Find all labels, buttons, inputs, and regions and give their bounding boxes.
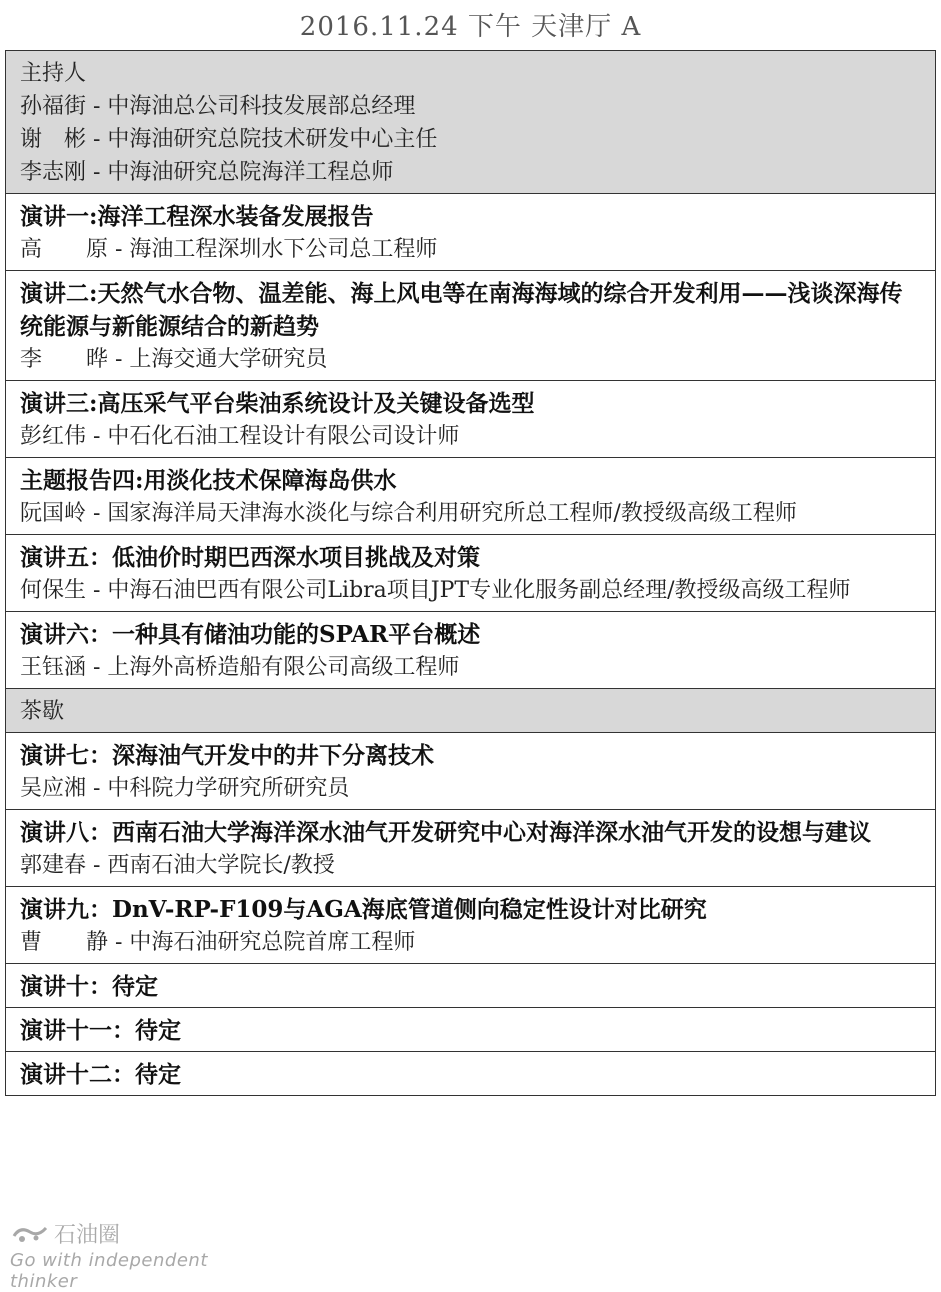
talk-title: 演讲三:高压采气平台柴油系统设计及关键设备选型 <box>20 390 535 417</box>
watermark-cn: 石油圈 <box>54 1223 121 1248</box>
tea-break-row <box>6 689 935 733</box>
talk-speaker: 吴应湘 - 中科院力学研究所研究员 <box>20 776 350 801</box>
pending-talk-title: 演讲十一：待定 <box>20 1017 181 1044</box>
moderator-3: 李志刚 - 中海油研究总院海洋工程总师 <box>20 160 394 185</box>
pending-talk-title: 演讲十二：待定 <box>20 1061 181 1088</box>
talk-title: 演讲六：一种具有储油功能的SPAR平台概述 <box>20 621 481 648</box>
talk-row <box>6 271 935 381</box>
talk-row <box>6 194 935 271</box>
talk-speaker: 曹 静 - 中海石油研究总院首席工程师 <box>20 930 416 955</box>
agenda-table <box>5 50 936 1096</box>
talk-speaker: 王钰涵 - 上海外高桥造船有限公司高级工程师 <box>20 655 460 680</box>
talk-speaker: 何保生 - 中海石油巴西有限公司Libra项目JPT专业化服务副总经理/教授级高级工程师 <box>20 578 851 603</box>
talk-speaker: 郭建春 - 西南石油大学院长/教授 <box>20 853 335 878</box>
talk-row <box>6 535 935 612</box>
talk-title: 主题报告四:用淡化技术保障海岛供水 <box>20 467 397 494</box>
talk-title: 演讲八：西南石油大学海洋深水油气开发研究中心对海洋深水油气开发的设想与建议 <box>20 819 871 846</box>
pending-talk-row <box>6 1008 935 1052</box>
watermark-logo-icon <box>10 1222 50 1246</box>
talk-title: 演讲二:天然气水合物、温差能、海上风电等在南海海域的综合开发利用——浅谈深海传统能源与新能源结合的新趋势 <box>20 280 903 340</box>
pending-talk-row <box>6 964 935 1008</box>
talk-speaker: 高 原 - 海油工程深圳水下公司总工程师 <box>20 237 438 262</box>
talk-title: 演讲七：深海油气开发中的井下分离技术 <box>20 742 434 769</box>
talk-title: 演讲五：低油价时期巴西深水项目挑战及对策 <box>20 544 480 571</box>
talk-speaker: 阮国岭 - 国家海洋局天津海水淡化与综合利用研究所总工程师/教授级高级工程师 <box>20 501 797 526</box>
watermark-en: Go with independent thinker <box>10 1250 208 1292</box>
moderators-row <box>6 51 935 194</box>
watermark <box>10 1218 270 1292</box>
moderator-2: 谢 彬 - 中海油研究总院技术研发中心主任 <box>20 127 438 152</box>
talk-row <box>6 810 935 887</box>
talk-row <box>6 381 935 458</box>
talk-row <box>6 887 935 964</box>
pending-talk-title: 演讲十：待定 <box>20 973 158 1000</box>
pending-talk-row <box>6 1052 935 1096</box>
moderator-1: 孙福街 - 中海油总公司科技发展部总经理 <box>20 94 416 119</box>
talk-row <box>6 733 935 810</box>
tea-break-label: 茶歇 <box>20 699 65 724</box>
talk-speaker: 李 晔 - 上海交通大学研究员 <box>20 347 328 372</box>
talk-row <box>6 612 935 689</box>
talk-title: 演讲一:海洋工程深水装备发展报告 <box>20 203 374 230</box>
talk-speaker: 彭红伟 - 中石化石油工程设计有限公司设计师 <box>20 424 460 449</box>
moderators-heading: 主持人 <box>20 61 87 86</box>
page-title: 2016.11.24 下午 天津厅 A <box>299 12 642 42</box>
talk-row <box>6 458 935 535</box>
talk-title: 演讲九：DnV-RP-F109与AGA海底管道侧向稳定性设计对比研究 <box>20 896 707 923</box>
